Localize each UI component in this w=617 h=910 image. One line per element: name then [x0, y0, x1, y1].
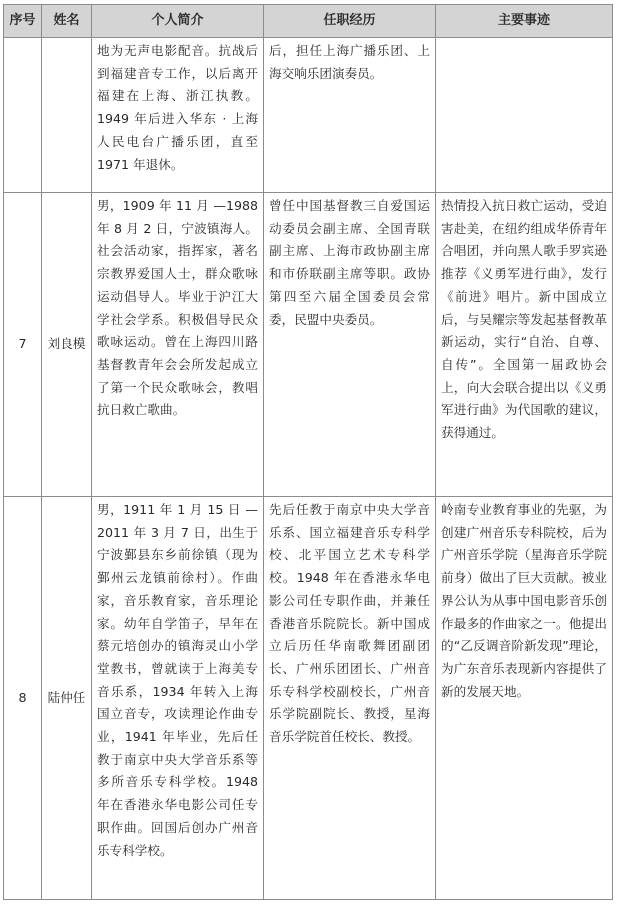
header-num: 序号 — [4, 5, 42, 38]
row-name — [42, 38, 92, 193]
row-num: 7 — [4, 193, 42, 497]
row-name: 刘良模 — [42, 193, 92, 497]
row-intro: 男，1911 年 1 月 15 日 —2011 年 3 月 7 日，出生于宁波鄞县东乡前徐镇（现为鄞州云龙镇前徐村）。作曲家，音乐教育家，音乐理论家。幼年自学笛子，早年在蔡元培创办的镇海灵山小学堂教书，曾就读于上海美专音乐系，1934 年转入上海国立音专，攻读理论作曲专业，1941 年毕业，先后任教于南京中央大学音乐系等多所音乐专科学校。1948 年在香港永华电影公司任专职作曲。回国后创办广州音乐专科学校。 — [92, 497, 264, 900]
row-name: 陆仲任 — [42, 497, 92, 900]
row-career: 后，担任上海广播乐团、上海交响乐团演奏员。 — [264, 38, 436, 193]
row-intro: 男，1909 年 11 月 —1988 年 8 月 2 日，宁波镇海人。社会活动家，指挥家，著名宗教界爱国人士，群众歌咏运动倡导人。毕业于沪江大学社会学系。积极倡导民众歌咏运动。曾在上海四川路基督教青年会会所发起成立了第一个民众歌咏会，教唱抗日救亡歌曲。 — [92, 193, 264, 497]
table-row — [4, 38, 613, 193]
table-header — [4, 5, 613, 38]
header-row — [4, 5, 613, 38]
row-deeds: 岭南专业教育事业的先驱，为创建广州音乐专科院校，后为广州音乐学院（星海音乐学院前身）做出了巨大贡献。被业界公认为从事中国电影音乐创作最多的作曲家之一。他提出的“乙反调音阶新发现”理论，为广东音乐表现新内容提供了新的发展天地。 — [436, 497, 613, 900]
header-career: 任职经历 — [264, 5, 436, 38]
table-row — [4, 497, 613, 900]
row-num: 8 — [4, 497, 42, 900]
row-num — [4, 38, 42, 193]
header-intro: 个人简介 — [92, 5, 264, 38]
table-row — [4, 193, 613, 497]
header-name: 姓名 — [42, 5, 92, 38]
row-deeds: 热情投入抗日救亡运动，受迫害赴美，在纽约组成华侨青年合唱团，并向黑人歌手罗宾逊推荐《义勇军进行曲》，发行《前进》唱片。新中国成立后，与吴耀宗等发起基督教革新运动，实行“自治、自尊、自传”。全国第一届政协会上，向大会联合提出以《义勇军进行曲》为代国歌的建议，获得通过。 — [436, 193, 613, 497]
row-career: 曾任中国基督教三自爱国运动委员会副主席、全国青联副主席、上海市政协副主席和市侨联副主席等职。政协第四至六届全国委员会常委，民盟中央委员。 — [264, 193, 436, 497]
row-deeds — [436, 38, 613, 193]
row-career: 先后任教于南京中央大学音乐系、国立福建音乐专科学校、北平国立艺术专科学校。1948 年在香港永华电影公司任专职作曲，并兼任香港音乐院院长。新中国成立后历任华南歌舞团副团长、广州乐团团长、广州音乐专科学校副校长，广州音乐学院副院长、教授，星海音乐学院首任校长、教授。 — [264, 497, 436, 900]
header-deeds: 主要事迹 — [436, 5, 613, 38]
biography-table — [3, 4, 613, 900]
row-intro: 地为无声电影配音。抗战后到福建音专工作，以后离开福建在上海、浙江执教。1949 年后进入华东 · 上海人民电台广播乐团，直至 1971 年退休。 — [92, 38, 264, 193]
